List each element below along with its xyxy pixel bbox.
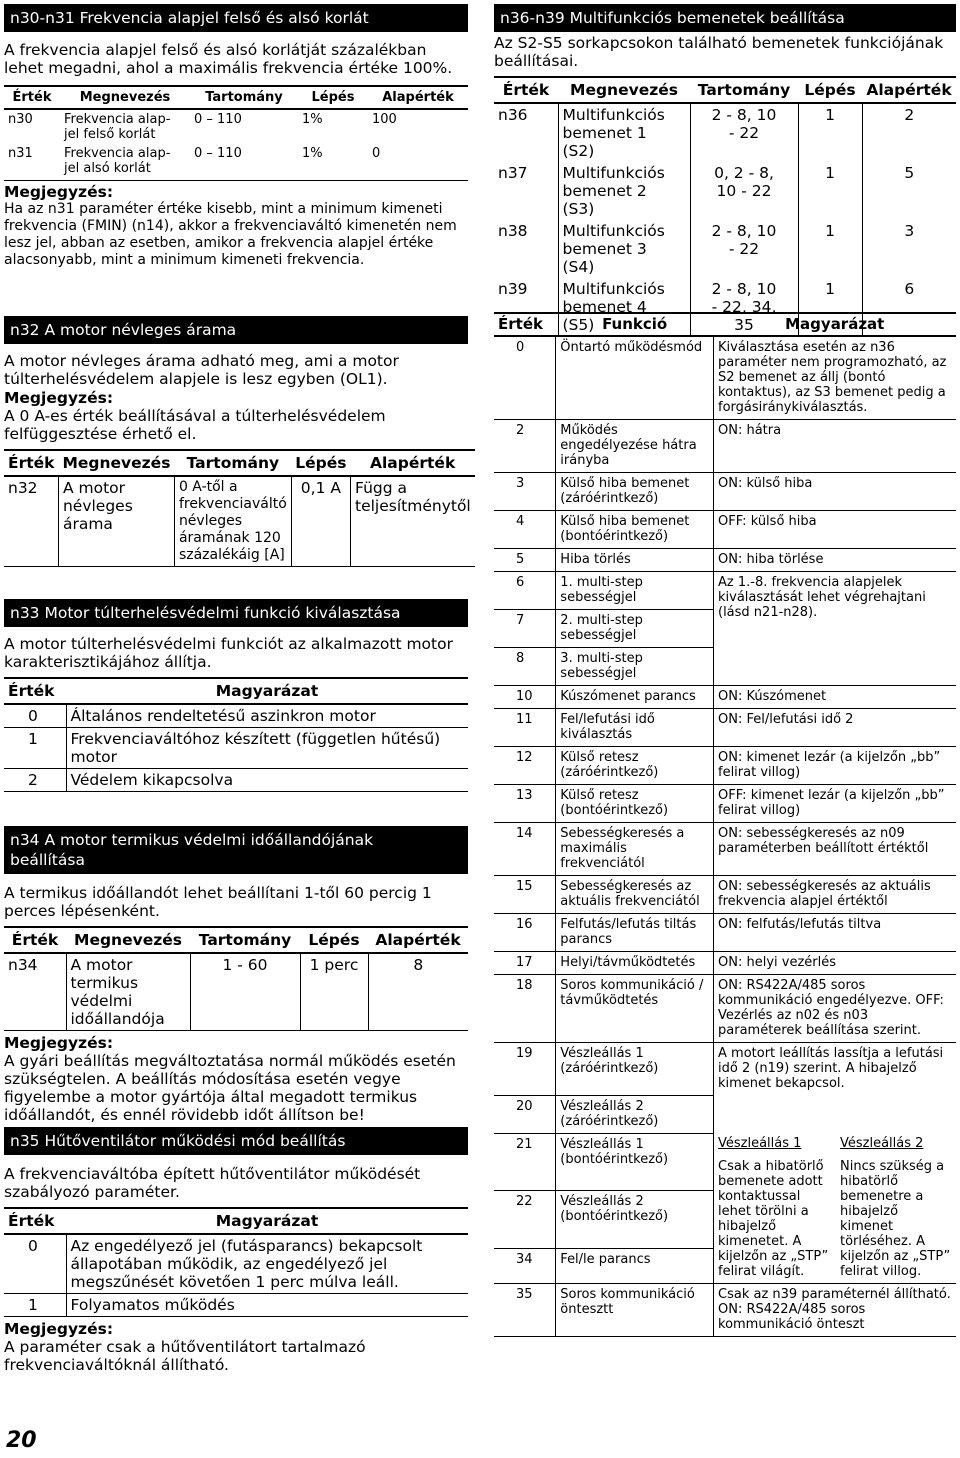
- column-header: Lépés: [798, 77, 862, 103]
- cell-value: n36: [498, 106, 528, 124]
- cell-explanation: ON: külső hiba: [714, 473, 957, 511]
- cell-explanation: Kiválasztása esetén az n36 paraméter nem programozható, az S2 bemenet az állj (bontó kontaktus), az S3 bemenet pedig a forgásiránykiválasztás.: [714, 336, 957, 420]
- table-row: [494, 747, 956, 785]
- stop-column-heading: Vészleállás 2: [840, 1136, 924, 1151]
- param-table-n36-n39: [494, 76, 956, 337]
- cell-function: 2. multi-step sebességjel: [556, 610, 714, 648]
- emergency-stop-2-column: [840, 1136, 952, 1279]
- cell-explanation: [714, 1133, 957, 1284]
- column-header: Tartomány: [190, 86, 298, 109]
- section-title-n36-n39: n36-n39 Multifunkciós bemenetek beállítása: [494, 4, 956, 32]
- cell-function: Működés engedélyezése hátra irányba: [556, 420, 714, 473]
- cell-function: Fel/lefutási idő kiválasztás: [556, 709, 714, 747]
- cell-explanation: Az engedélyező jel (futásparancs) bekapcsolt állapotában működik, az engedélyező jel megszűnését követően 1 perc múlva leáll.: [66, 1234, 468, 1294]
- note-label: Megjegyzés:: [4, 1034, 114, 1052]
- cell-function: Vészleállás 1 (bontóérintkező): [556, 1133, 714, 1191]
- column-header: Magyarázat: [66, 678, 468, 704]
- cell-explanation: Az 1.-8. frekvencia alapjelek kiválasztását lehet végrehajtani (lásd n21-n28).: [714, 572, 957, 686]
- cell-step: 1: [798, 278, 862, 337]
- cell-value: 0: [4, 704, 66, 728]
- table-row: [4, 704, 468, 728]
- cell-value: 19: [494, 1043, 556, 1096]
- cell-explanation: ON: helyi vezérlés: [714, 952, 957, 975]
- table-row: [494, 1133, 956, 1191]
- column-header: Alapérték: [351, 450, 475, 476]
- table-row: [494, 975, 956, 1043]
- column-header: Funkció: [556, 313, 714, 336]
- cell-step: 0,1 A: [291, 476, 350, 567]
- table-header-row: [494, 313, 956, 336]
- cell-function: 1. multi-step sebességjel: [556, 572, 714, 610]
- section-intro: A termikus időállandót lehet beállítani 1-től 60 percig 1 perces lépésenként.: [4, 884, 432, 920]
- column-header: Érték: [494, 77, 558, 103]
- emergency-stop-comparison: [718, 1136, 952, 1279]
- cell-function: 3. multi-step sebességjel: [556, 648, 714, 686]
- cell-function: Soros kommunikáció / távműködtetés: [556, 975, 714, 1043]
- cell-step: 1: [798, 103, 862, 162]
- table-row: [4, 109, 468, 144]
- table-row: [494, 473, 956, 511]
- cell-explanation: Védelem kikapcsolva: [66, 769, 468, 792]
- column-header: Érték: [4, 1208, 66, 1234]
- cell-step: 1%: [302, 146, 323, 161]
- cell-value: n34: [4, 953, 66, 1031]
- cell-default: 6: [862, 278, 956, 337]
- column-header: Magyarázat: [66, 1208, 468, 1234]
- cell-function: Külső hiba bemenet (záróérintkező): [556, 473, 714, 511]
- page-number: 20: [6, 1428, 37, 1453]
- column-header: Magyarázat: [714, 313, 957, 336]
- cell-value: 11: [494, 709, 556, 747]
- cell-explanation: Csak az n39 paraméternél állítható. ON: RS422A/485 soros kommunikáció önteszt: [714, 1284, 957, 1337]
- note-label: Megjegyzés:: [4, 389, 114, 407]
- cell-step: 1%: [302, 112, 323, 127]
- cell-function: Sebességkeresés a maximális frekvenciától: [556, 823, 714, 876]
- note-text: Ha az n31 paraméter értéke kisebb, mint a minimum kimeneti frekvencia (FMIN) (n14), akkor a frekvenciaváltó kimenetén nem lesz jel, abban az esetben, amikor a frekvencia alapjel értéke alacsonyabb, mint a minimum kimeneti frekvencia.: [4, 201, 457, 268]
- cell-explanation: ON: kimenet lezár (a kijelzőn „bb” felirat villog): [714, 747, 957, 785]
- section-intro: A motor túlterhelésvédelmi funkciót az alkalmazott motor karakterisztikájához állítja.: [4, 635, 453, 671]
- column-header: Alapérték: [368, 927, 468, 953]
- cell-value: 22: [494, 1191, 556, 1249]
- cell-explanation: ON: sebességkeresés az aktuális frekvencia alapjel értéktől: [714, 876, 957, 914]
- cell-value: n38: [498, 222, 528, 240]
- cell-explanation: Általános rendeltetésű aszinkron motor: [66, 704, 468, 728]
- column-header: Érték: [4, 86, 60, 109]
- cell-value: 35: [494, 1284, 556, 1337]
- table-row: [494, 823, 956, 876]
- column-header: Lépés: [298, 86, 368, 109]
- cell-default: 5: [862, 162, 956, 220]
- table-row: [4, 144, 468, 178]
- column-header: Érték: [4, 450, 58, 476]
- table-row: [494, 511, 956, 549]
- section-n32: [4, 316, 471, 567]
- column-header: Érték: [494, 313, 556, 336]
- column-header: Tartomány: [190, 927, 300, 953]
- cell-function: Külső hiba bemenet (bontóérintkező): [556, 511, 714, 549]
- section-title-n30-n31: n30-n31 Frekvencia alapjel felső és alsó korlát: [4, 4, 468, 32]
- table-row: [494, 420, 956, 473]
- note-text: A 0 A-es érték beállításával a túlterhelésvédelem felfüggesztése érhető el.: [4, 407, 386, 443]
- note-text: A paraméter csak a hűtőventilátort tartalmazó frekvenciaváltóknál állítható.: [4, 1338, 366, 1374]
- cell-default: 100: [372, 112, 397, 127]
- note-label: Megjegyzés:: [4, 183, 114, 201]
- cell-explanation: ON: sebességkeresés az n09 paraméterben beállított értéktől: [714, 823, 957, 876]
- table-row: [494, 1095, 956, 1133]
- cell-function: Sebességkeresés az aktuális frekvenciától: [556, 876, 714, 914]
- cell-range: 0 – 110: [194, 112, 242, 127]
- cell-range: 0, 2 - 8, 10 - 22: [690, 162, 798, 220]
- table-row: [4, 953, 468, 1031]
- param-table-n33: [4, 677, 468, 792]
- cell-explanation: ON: RS422A/485 soros kommunikáció engedélyezve. OFF: Vezérlés az n02 és n03 paraméterek beállítása szerint.: [714, 975, 957, 1043]
- cell-default: Függ a teljesítménytől: [351, 476, 475, 567]
- cell-function: Vészleállás 1 (záróérintkező): [556, 1043, 714, 1096]
- cell-step: 1: [798, 220, 862, 278]
- table-row: [494, 785, 956, 823]
- cell-explanation: A motort leállítás lassítja a lefutási idő 2 (n19) szerint. A hibajelző kimenet bekapcsol.: [714, 1043, 957, 1096]
- cell-step: 1 perc: [300, 953, 368, 1031]
- param-table-n32: [4, 449, 475, 567]
- section-n33: [4, 599, 468, 792]
- cell-value: n31: [8, 146, 33, 161]
- cell-value: n37: [498, 164, 528, 182]
- cell-value: 0: [4, 1234, 66, 1294]
- cell-value: 2: [4, 769, 66, 792]
- cell-value: 10: [494, 686, 556, 709]
- cell-value: 21: [494, 1133, 556, 1191]
- cell-default: 2: [862, 103, 956, 162]
- cell-value: 4: [494, 511, 556, 549]
- cell-value: 18: [494, 975, 556, 1043]
- cell-value: 12: [494, 747, 556, 785]
- table-row: [494, 1284, 956, 1337]
- column-header: Alapérték: [862, 77, 956, 103]
- cell-name: Multifunkciós bemenet 3 (S4): [558, 220, 690, 278]
- table-row: [494, 876, 956, 914]
- table-row: [494, 1043, 956, 1096]
- cell-explanation: Frekvenciaváltóhoz készített (független hűtésű) motor: [66, 728, 468, 769]
- section-title-n32: n32 A motor névleges árama: [4, 316, 468, 344]
- table-header-row: [4, 927, 468, 953]
- table-header-row: [4, 678, 468, 704]
- cell-value: 7: [494, 610, 556, 648]
- cell-explanation: OFF: kimenet lezár (a kijelzőn „bb” felirat villog): [714, 785, 957, 823]
- param-table-n30-n31: [4, 85, 468, 178]
- cell-range: 0 – 110: [194, 146, 242, 161]
- column-header: Megnevezés: [66, 927, 190, 953]
- cell-value: 2: [494, 420, 556, 473]
- cell-value: 8: [494, 648, 556, 686]
- column-header: Érték: [4, 927, 66, 953]
- cell-range: 2 - 8, 10 - 22: [690, 220, 798, 278]
- cell-value: n39: [494, 278, 558, 337]
- cell-value: 13: [494, 785, 556, 823]
- cell-explanation: ON: felfutás/lefutás tiltva: [714, 914, 957, 952]
- cell-explanation: ON: hiba törlése: [714, 549, 957, 572]
- cell-explanation: ON: hátra: [714, 420, 957, 473]
- cell-function: Helyi/távműködtetés: [556, 952, 714, 975]
- table-row: [494, 572, 956, 610]
- cell-range: 0 A-től a frekvenciaváltó névleges áramának 120 százalékáig [A]: [174, 476, 291, 567]
- cell-name: Multifunkciós bemenet 4 (S5): [558, 278, 690, 337]
- cell-function: Öntartó működésmód: [556, 336, 714, 420]
- table-header-row: [4, 450, 475, 476]
- cell-value: 1: [4, 728, 66, 769]
- section-intro: A motor névleges árama adható meg, ami a motor túlterhelésvédelem alapjele is lesz egyben (OL1).: [4, 352, 399, 388]
- column-header: Megnevezés: [60, 86, 190, 109]
- table-header-row: [4, 86, 468, 109]
- cell-value: n30: [8, 112, 33, 127]
- cell-value: 34: [494, 1249, 556, 1284]
- cell-function: Külső retesz (bontóérintkező): [556, 785, 714, 823]
- cell-name: A motor termikus védelmi időállandója: [66, 953, 190, 1031]
- cell-default: 3: [862, 220, 956, 278]
- cell-function: Vészleállás 2 (bontóérintkező): [556, 1191, 714, 1249]
- cell-name: Frekvencia alap- jel felső korlát: [64, 112, 171, 142]
- section-intro: Az S2-S5 sorkapcsokon található bemenetek funkciójának beállításai.: [494, 34, 944, 70]
- column-header: Lépés: [291, 450, 350, 476]
- section-title-n33: n33 Motor túlterhelésvédelmi funkció kiválasztása: [4, 599, 468, 627]
- cell-explanation: ON: Kúszómenet: [714, 686, 957, 709]
- function-table: [494, 312, 956, 1337]
- table-row: [4, 769, 468, 792]
- column-header: Tartomány: [174, 450, 291, 476]
- cell-explanation: Folyamatos működés: [66, 1294, 468, 1317]
- cell-function: Hiba törlés: [556, 549, 714, 572]
- table-row: [494, 952, 956, 975]
- table-row: [494, 336, 956, 420]
- cell-function: Vészleállás 2 (záróérintkező): [556, 1095, 714, 1133]
- param-table-n34: [4, 926, 468, 1031]
- table-row: [494, 162, 956, 220]
- cell-value: 6: [494, 572, 556, 610]
- section-n35: [4, 1127, 468, 1374]
- cell-name: Multifunkciós bemenet 2 (S3): [558, 162, 690, 220]
- table-row: [4, 728, 468, 769]
- table-row: [494, 686, 956, 709]
- column-header: Érték: [4, 678, 66, 704]
- cell-value: 15: [494, 876, 556, 914]
- cell-name: Multifunkciós bemenet 1 (S2): [558, 103, 690, 162]
- column-header: Lépés: [300, 927, 368, 953]
- table-row: [494, 220, 956, 278]
- stop-column-text: Csak a hibatörlő bemenete adott kontaktussal lehet törölni a hibajelző kimenetet. A kijelzőn az „STP” felirat világít.: [718, 1159, 829, 1279]
- cell-name: A motor névleges árama: [58, 476, 174, 567]
- cell-function: Soros kommunikáció öntesztt: [556, 1284, 714, 1337]
- section-n34: [4, 826, 468, 1124]
- note-text: A gyári beállítás megváltoztatása normál működés esetén szükségtelen. A beállítás módosítása esetén vegye figyelembe a motor gyártója által megadott termikus időállandót, és ennél rövidebb időt állítson be!: [4, 1052, 456, 1124]
- cell-value: n32: [4, 476, 58, 567]
- section-n36-n39: [494, 4, 956, 337]
- table-row: [4, 1294, 468, 1317]
- cell-step: 1: [798, 162, 862, 220]
- column-header: Megnevezés: [558, 77, 690, 103]
- cell-function: Felfutás/lefutás tiltás parancs: [556, 914, 714, 952]
- cell-explanation: ON: Fel/lefutási idő 2: [714, 709, 957, 747]
- table-header-row: [494, 77, 956, 103]
- cell-value: 0: [494, 336, 556, 420]
- section-n30-n31: [4, 4, 468, 269]
- cell-function: Kúszómenet parancs: [556, 686, 714, 709]
- note-label: Megjegyzés:: [4, 1320, 114, 1338]
- cell-value: 5: [494, 549, 556, 572]
- table-row: [494, 709, 956, 747]
- cell-range: 1 - 60: [190, 953, 300, 1031]
- column-header: Tartomány: [690, 77, 798, 103]
- table-row: [494, 914, 956, 952]
- stop-column-text: Nincs szükség a hibatörlő bemenetre a hibajelző kimenet törléséhez. A kijelzőn az „STP” felirat villog.: [840, 1159, 951, 1279]
- param-table-n35: [4, 1207, 468, 1317]
- cell-range: 2 - 8, 10 - 22: [690, 103, 798, 162]
- column-header: Alapérték: [368, 86, 468, 109]
- table-header-row: [4, 1208, 468, 1234]
- cell-default: 8: [368, 953, 468, 1031]
- section-intro: A frekvenciaváltóba épített hűtőventilátor működését szabályozó paraméter.: [4, 1165, 421, 1201]
- cell-function: Külső retesz (záróérintkező): [556, 747, 714, 785]
- section-title-n34: n34 A motor termikus védelmi időállandójának beállítása: [4, 826, 468, 874]
- cell-value: 14: [494, 823, 556, 876]
- cell-value: 3: [494, 473, 556, 511]
- cell-value: 20: [494, 1095, 556, 1133]
- cell-name: Frekvencia alap- jel alsó korlát: [64, 146, 171, 176]
- table-row: [4, 1234, 468, 1294]
- cell-value: 17: [494, 952, 556, 975]
- cell-default: 0: [372, 146, 381, 161]
- table-row: [494, 549, 956, 572]
- table-row: [4, 476, 475, 567]
- cell-range: 2 - 8, 10 - 22, 34, 35: [690, 278, 798, 337]
- cell-value: 16: [494, 914, 556, 952]
- table-row: [494, 103, 956, 162]
- section-intro: A frekvencia alapjel felső és alsó korlátját százalékban lehet megadni, ahol a maximális frekvencia értéke 100%.: [4, 41, 453, 77]
- cell-function: Fel/le parancs: [556, 1249, 714, 1284]
- cell-explanation: [714, 1095, 957, 1133]
- column-header: Megnevezés: [58, 450, 174, 476]
- section-title-n35: n35 Hűtőventilátor működési mód beállítás: [4, 1127, 468, 1155]
- cell-value: 1: [4, 1294, 66, 1317]
- function-table-body: [494, 336, 956, 1337]
- emergency-stop-1-column: [718, 1136, 830, 1279]
- cell-explanation: OFF: külső hiba: [714, 511, 957, 549]
- stop-column-heading: Vészleállás 1: [718, 1136, 802, 1151]
